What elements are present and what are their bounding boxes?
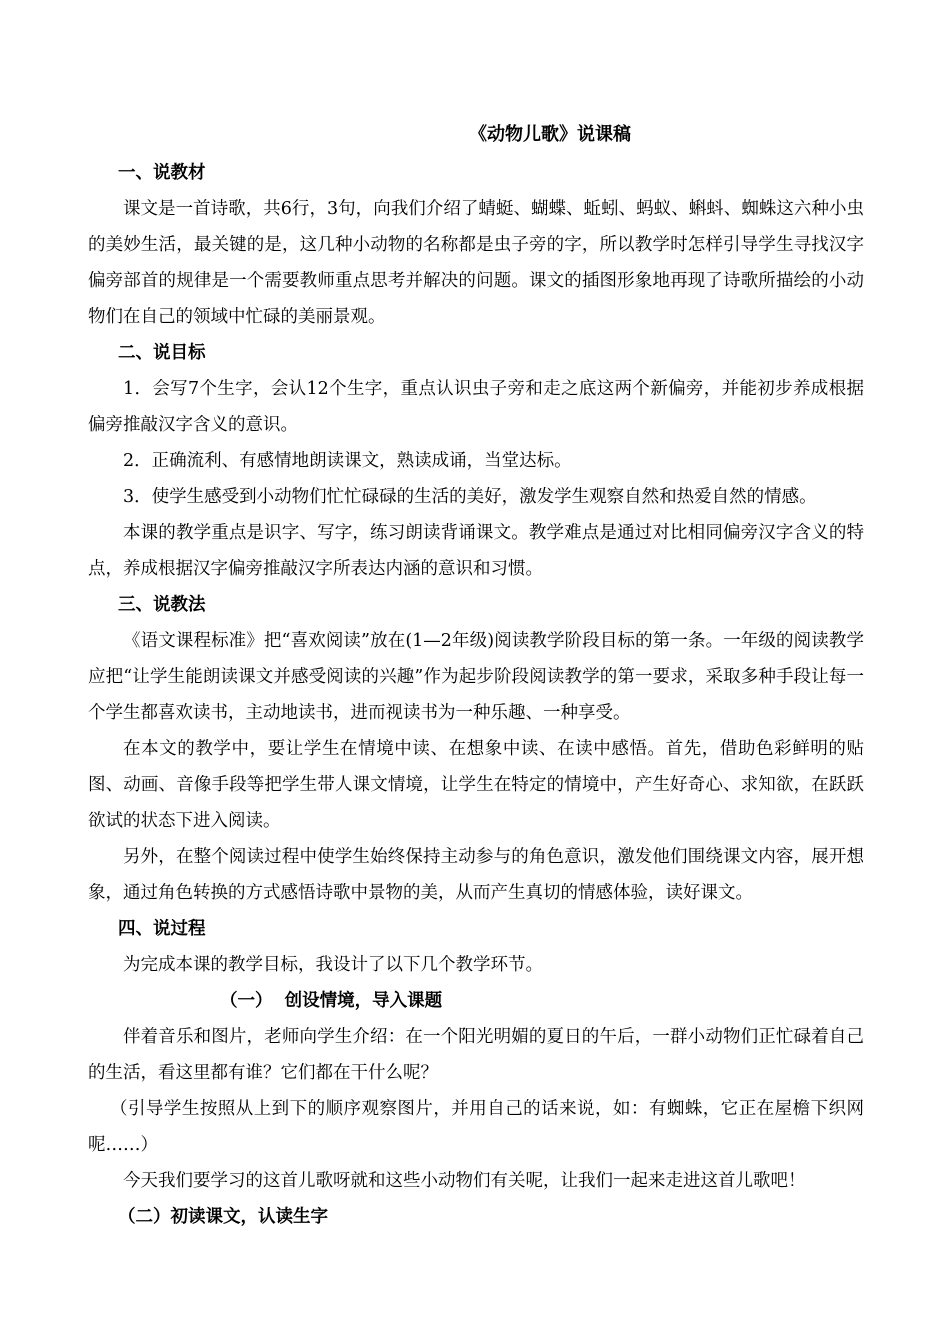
paragraph: 《语文课程标准》把“喜欢阅读”放在(1—2年级)阅读教学阶段目标的第一条。一年级的阅读教学应把“让学生能朗读课文并感受阅读的兴趣”作为起步阶段阅读教学的第一要求，采取多种手段让每一个学生都喜欢读书，主动地读书，进而视读书为一种乐趣、一种享受。 [88,631,864,723]
paragraph-note: （引导学生按照从上到下的顺序观察图片，并用自己的话来说，如：有蜘蛛，它正在屋檐下织网呢……） [88,1099,864,1155]
section-heading-goals: 二、说目标 [118,343,206,363]
paragraph: 课文是一首诗歌，共6行，3句，向我们介绍了蜻蜓、蝴蝶、蚯蚓、蚂蚁、蝌蚪、蜘蛛这六种小虫的美妙生活，最关键的是，这几种小动物的名称都是虫子旁的字，所以教学时怎样引导学生寻找汉字偏旁部首的规律是一个需要教师重点思考并解决的问题。课文的插图形象地再现了诗歌所描绘的小动物们在自己的领域中忙碌的美丽景观。 [88,199,864,327]
section-heading-methods: 三、说教法 [118,595,206,615]
paragraph: 伴着音乐和图片，老师向学生介绍：在一个阳光明媚的夏日的午后，一群小动物们正忙碌着自己的生活，看这里都有谁？它们都在干什么呢？ [88,1027,864,1083]
paragraph: 为完成本课的教学目标，我设计了以下几个教学环节。 [123,955,543,975]
paragraph: 另外，在整个阅读过程中使学生始终保持主动参与的角色意识，激发他们围绕课文内容，展开想象，通过角色转换的方式感悟诗歌中景物的美，从而产生真切的情感体验，读好课文。 [88,847,864,903]
paragraph: 1．会写7个生字，会认12个生字，重点认识虫子旁和走之底这两个新偏旁，并能初步养成根据偏旁推敲汉字含义的意识。 [88,379,864,435]
section-heading-textbook: 一、说教材 [118,163,206,183]
paragraph: 今天我们要学习的这首儿歌呀就和这些小动物们有关呢，让我们一起来走进这首儿歌吧！ [123,1171,806,1191]
paragraph: 2．正确流利、有感情地朗读课文，熟读成诵，当堂达标。 [123,451,572,471]
step-heading-1: （一） 创设情境，导入课题 [220,991,443,1011]
step-heading-2: （二）初读课文，认读生字 [118,1207,328,1227]
document-title: 《动物儿歌》说课稿 [469,124,631,145]
section-heading-process: 四、说过程 [118,919,206,939]
paragraph: 在本文的教学中，要让学生在情境中读、在想象中读、在读中感悟。首先，借助色彩鲜明的贴图、动画、音像手段等把学生带人课文情境，让学生在特定的情境中，产生好奇心、求知欲，在跃跃欲试的状态下进入阅读。 [88,739,864,831]
paragraph: 本课的教学重点是识字、写字，练习朗读背诵课文。教学难点是通过对比相同偏旁汉字含义的特点，养成根据汉字偏旁推敲汉字所表达内涵的意识和习惯。 [88,523,864,579]
document-body [88,155,864,1235]
paragraph: 3．使学生感受到小动物们忙忙碌碌的生活的美好，激发学生观察自然和热爱自然的情感。 [123,487,817,507]
